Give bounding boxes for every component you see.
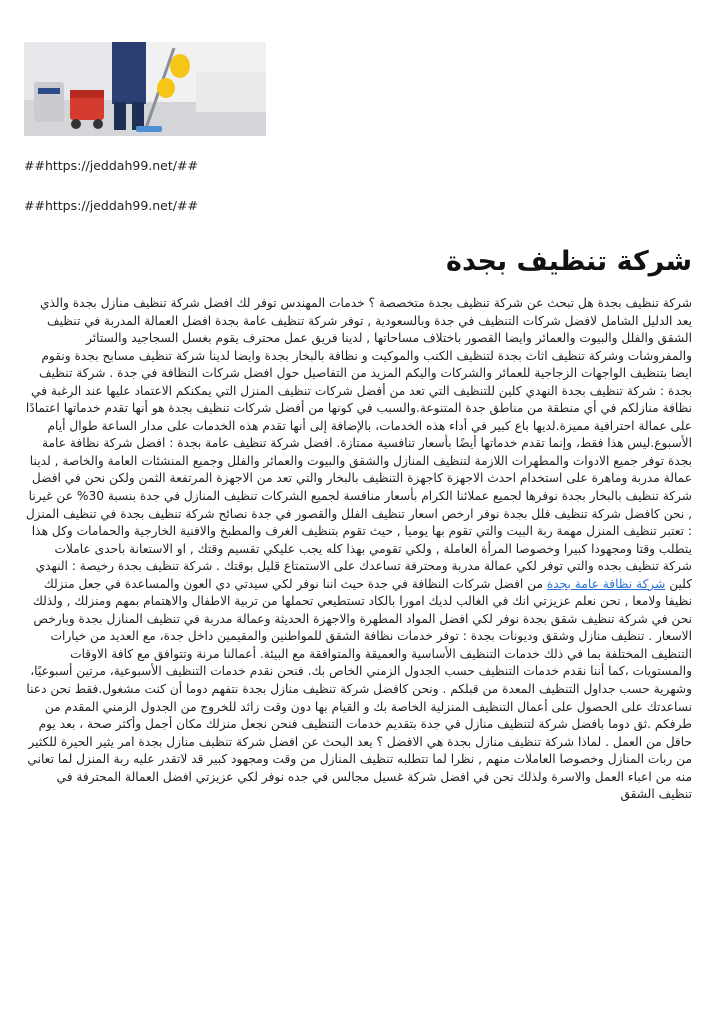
cleaning-company-link[interactable]: شركة نظافة عامة بجدة	[546, 576, 666, 591]
hero-image	[24, 42, 266, 136]
article-body	[24, 295, 692, 1000]
source-url-line: ##https://jeddah99.net/##	[24, 158, 198, 173]
article-text: شركة تنظيف بجدة هل تبحث عن شركة تنظيف بجدة متخصصة ؟ خدمات المهندس توفر لك افضل شركة تنظيف منازل بجدة والذي يعد الدليل الشامل لافضل شركات التنظيف في جدة وبالسعودية , توفر شركة تنظيف عامة بجدة افضل العمالة المدربة في تنظيف الشقق والفلل والبيوت والعمائر وايضا القصور باختلاف مساحاتها , لدينا فريق عمل محترف يقوم بغسل السجاجيد والستائر والمفروشات وشركة تنظيف اثاث بجدة لتنظيف الكنب والموكيت و نظافة بالبخار بجدة وايضا لدينا شركة تنظيف مسابح بجدة ونقوم ايضا بتنظيف الواجهات الزجاجية للعمائر والشركات واليكم المزيد من التفاصيل حول افضل شركات النظافة في جدة . شركة تنظيف بجدة : شركة تنظيف بجدة النهدي كلين للتنظيف التي تعد من أفضل شركات تنظيف المنزل التي يمكنكم الاعتماد عليها عند الرغبة في نظافة منازلكم في أي منطقة من مناطق جدة المتنوعة.والسبب في كونها من أفضل شركات تنظيف بجدة هو أنها تقدم خدماتها اعتمادًا على عمالة احترافية مميزة.لديها باع كبير في أداء هذه الخدمات، بالإضافة إلى أنها تقدم هذه الخدمات على مدار الساعة طوال أيام الأسبوع.ليس هذا فقط، وإنما تقدم خدماتها أيضًا بأسعار تنافسية ممتازة. افضل شركة تنظيف عامة بجدة : افضل شركة نظافة عامة بجدة توفر جميع الادوات والمطهرات اللازمة لتنظيف المنازل والشقق والبيوت والعمائر والفلل وجميع المنشئات العامة والخاصة , لدينا عمالة مدربة وماهرة على استخدام احدث الاجهزة كاجهزة التنظيف بالبخار والتي تعد من الاجهزة المرتفعة الثمن ولكن نحن في افضل شركة تنظيف بالبخار بجدة نوفرها لجميع عملائنا الكرام بأسعار منافسة لجميع الشركات تنظيف المنازل في جدة بنسبة 30% عن غيرنا , نحن كافضل شركة تنظيف فلل بجدة نوفر ارخص اسعار تنظيف الفلل والقصور في جدة نصائح شركة تنظيف بجدة في تنظيف المنزل : تعتبر تنظيف المنزل مهمة ربة البيت والتي تقوم بها يوميا , حيث تقوم بتنظيف الغرف والمطبخ والافنية الخارجية والحمامات وكل هذا يتطلب وقتا ومجهودا كبيرا وخصوصا المرأة العاملة , ولكي تقومي بهذا كله يجب عليكي تقسيم وقتك , او الاستعانة باحدى عاملات شركة تنظيف بجده والتي توفر لكي عمالة مدربة ومحترفة تساعدك على الاستمتاع قليل بوقتك . شركة تنظيف بجدة رخيصة : النهدي كلين	[25, 296, 692, 591]
cleaning-photo	[24, 42, 266, 136]
page-title: شركة تنظيف بجدة	[446, 246, 692, 277]
article-text: من افضل شركات النظافة في جدة حيث اننا نوفر لكي سيدتي دي العون والمساعدة في جعل منزلك نظيفا ولامعا , نحن نعلم عزيزتي انك في الغالب لديك امورا بالكاد تستطيعي تحملها من تربية الاطفال والاهتمام بمهم ومنزلك , ولذلك نحن في شركة تنظيف شقق بجدة نوفر لكي افضل المواد المطهرة والاجهزة الحديثة وعمالة مدربة في تنظيف المنازل بجدة وبارخص الاسعار . تنظيف منازل وشقق وديونات بجدة : توفر خدمات نظافة الشقق للمواطنين والمقيمين داخل جدة، مع العديد من خيارات التنظيف المختلفة بما في ذلك خدمات التنظيف الأساسية والعميقة والمتوافقة مع البيئة. أعمالنا مرنة وتتوافق مع كافة الاوقات والمستويات ،كما أننا نقدم خدمات التنظيف حسب الجدول الزمني الخاص بك. فنحن نقدم خدمات التنظيف الأسبوعية، مرتين أسبوعيًا، وشهرية حسب جداول التنظيف المعدة من قبلكم . ونحن كافضل شركة تنظيف منازل بجدة نتفهم دوما أن كنت مشغول.فقط نحن دعنا نساعدتك على الحصول على أعمال التنظيف المنزلية الخاصة بك و القيام بها دون وقت زائد للخروج من الجدول الزمني المقدم من طرفكم .ثق دوما بافضل شركة لتنظيف منازل في جدة بتقديم خدمات التنظيف فنحن نجعل منزلك مكان أجمل وأكثر صحة ، بعد يوم حافل من العمل . لماذا شركة تنظيف منازل بجدة هي الافضل ؟ يعد البحث عن افضل شركة تنظيف منازل بجدة امر يثير الحيرة للكثير من ربات المنازل وخصوصا العاملات منهم , نظرا لما تتطلبه تنظيف المنازل من وقت ومجهود كبير قد لاتقدر عليه ربة المنزل لما تعاني منه من اعباء العمل والاسرة ولذلك نحن في افضل شركة غسيل مجالس في جده نوفر لكي عزيزتي افضل العمالة المحترفة في تنظيف الشقق	[26, 576, 692, 802]
source-url-line: ##https://jeddah99.net/##	[24, 198, 198, 213]
